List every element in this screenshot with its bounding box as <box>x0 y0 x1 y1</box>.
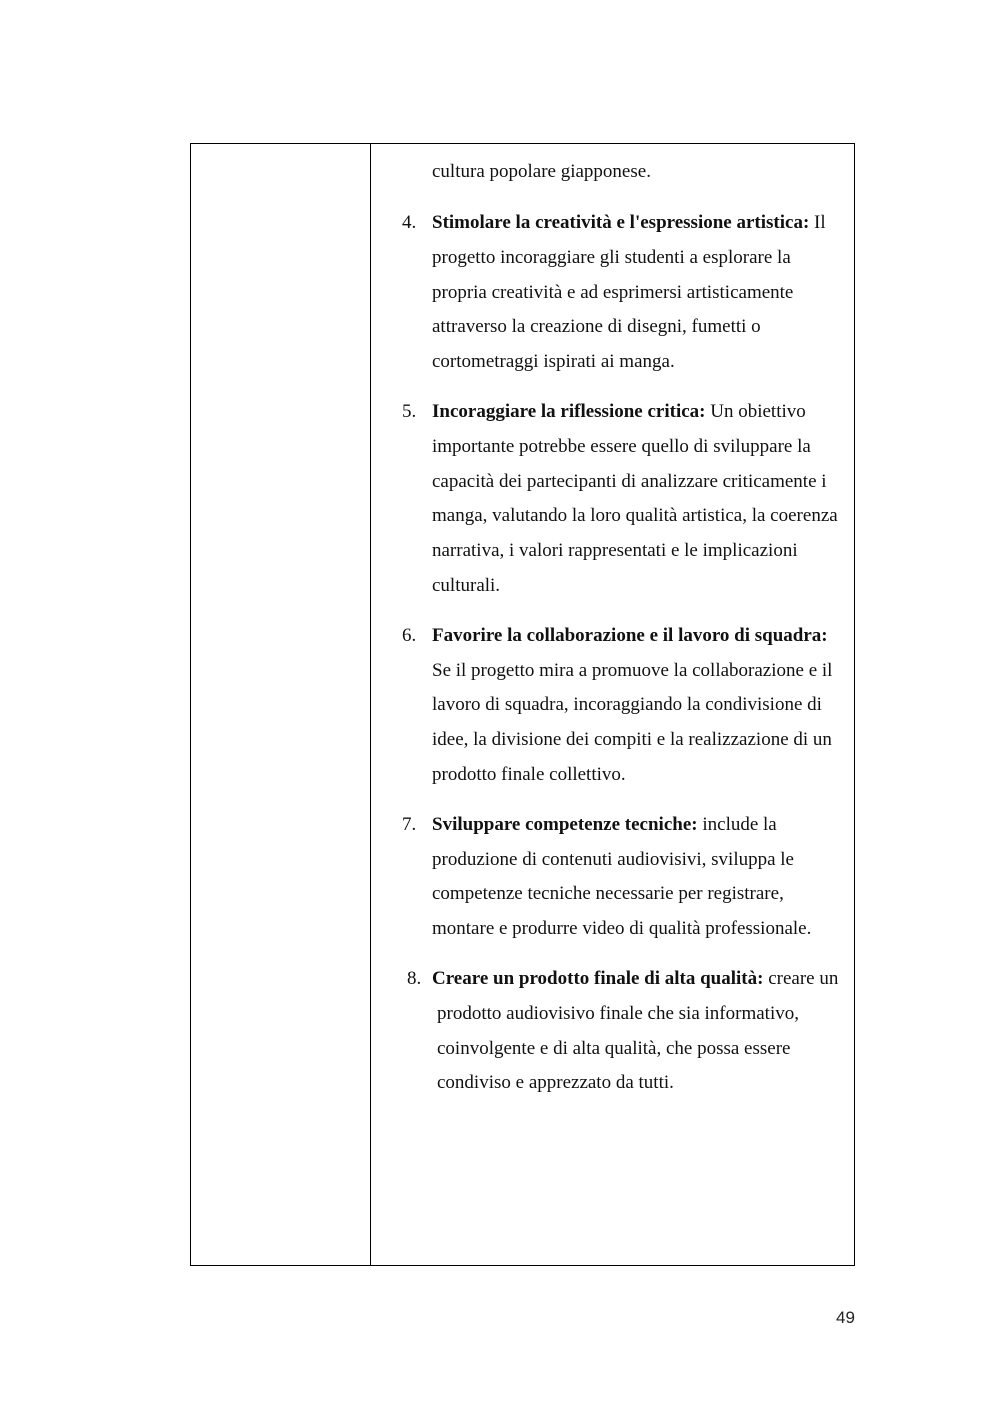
item-title: Creare un prodotto finale di alta qualità: <box>432 967 764 989</box>
table-right-cell <box>371 144 854 1265</box>
item-title: Stimolare la creatività e l'espressione artistica: <box>432 212 810 233</box>
item-title: Incoraggiare la riflessione critica: <box>432 400 706 422</box>
item-title: Favorire la collaborazione e il lavoro di squadra: <box>432 624 828 646</box>
item-text: Un obiettivo importante potrebbe essere quello di sviluppare la capacità dei partecipanti di analizzare criticamente i manga, valutando la loro qualità artistica, la coerenza narrativa, i valori rappresentati e le implicazioni culturali. <box>432 400 838 596</box>
item-number: 5. <box>402 400 417 422</box>
page-number: 49 <box>836 1308 855 1327</box>
list-item <box>371 206 841 380</box>
list-item <box>371 962 841 1101</box>
item-text: creare un prodotto audiovisivo finale che sia informativo, coinvolgente e di alta qualità, che possa essere condiviso e apprezzato da tutti. <box>437 967 839 1094</box>
item-number: 4. <box>402 212 417 233</box>
list-item <box>371 395 841 604</box>
item-text: include la produzione di contenuti audiovisivi, sviluppa le competenze tecniche necessarie per registrare, montare e produrre video di qualità professionale. <box>432 813 812 940</box>
table-left-cell <box>191 144 371 1265</box>
list-item <box>371 808 841 947</box>
item-number: 7. <box>402 813 417 835</box>
objectives-list <box>371 206 841 1116</box>
item-title: Sviluppare competenze tecniche: <box>432 813 698 835</box>
item-text: Il progetto incoraggiare gli studenti a esplorare la propria creatività e ad esprimersi artisticamente attraverso la creazione di disegni, fumetti o cortometraggi ispirati ai manga. <box>432 212 826 373</box>
content-table <box>190 143 855 1266</box>
item-text: Se il progetto mira a promuove la collaborazione e il lavoro di squadra, incoraggiando la condivisione di idee, la divisione dei compiti e la realizzazione di un prodotto finale collettivo. <box>432 659 833 785</box>
list-item <box>371 619 841 793</box>
continuation-text: cultura popolare giapponese. <box>432 161 651 182</box>
item-number: 6. <box>402 624 417 646</box>
item-number: 8. <box>407 967 422 989</box>
